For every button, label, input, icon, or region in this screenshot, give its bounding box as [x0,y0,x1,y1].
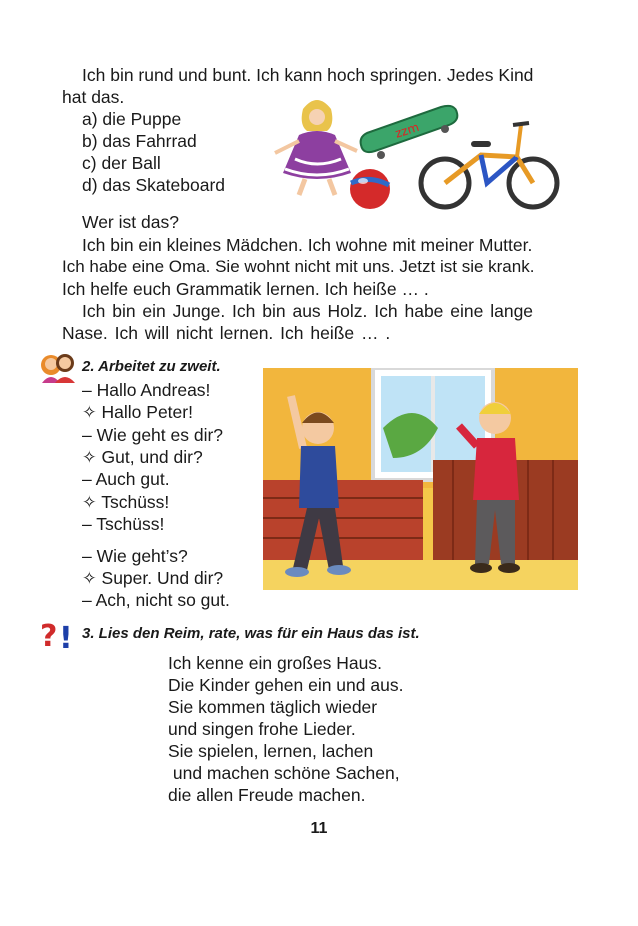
riddle2-question: Wer ist das? [82,212,179,232]
riddle2-line: Ich helfe euch Grammatik lernen. Ich heiße … . [62,279,429,299]
poem-line: und singen frohe Lieder. [168,719,356,739]
riddle2-line: Ich habe eine Oma. Sie wohnt nicht mit uns. Jetzt ist sie krank. [62,257,535,276]
svg-text:?: ? [40,619,58,652]
poem-line: und machen schöne Sachen, [168,763,400,783]
dialog1-line: – Wie geht es dir? [82,425,224,445]
task3-title: 3. Lies den Reim, rate, was für ein Haus das ist. [82,625,420,642]
poem-line: Ich kenne ein großes Haus. [168,653,383,673]
option-c: c) der Ball [82,153,161,173]
two-children-icon [39,351,77,383]
riddle2-line: Ich bin ein kleines Mädchen. Ich wohne mit meiner Mutter. [82,235,533,255]
dialog2-line: – Wie geht’s? [82,546,188,566]
riddle2-line: Nase. Ich will nicht lernen. Ich heiße … . [62,323,391,343]
dialog1-line: – Auch gut. [82,469,170,489]
option-b: b) das Fahrrad [82,131,197,151]
option-d: d) das Skateboard [82,175,226,195]
toys-illustration [255,95,565,215]
dialog1-line: ✧ Tschüss! [82,492,170,512]
riddle2-line: Ich bin ein Junge. Ich bin aus Holz. Ich habe eine lange [82,301,534,321]
dialog1-line: – Hallo Andreas! [82,380,211,400]
poem-line: Sie kommen täglich wieder [168,697,378,717]
page-number: 11 [310,820,328,837]
question-exclamation-icon [40,618,76,652]
poem-line: Sie spielen, lernen, lachen [168,741,374,761]
skateboard-image [361,106,458,159]
doll-image [275,100,357,195]
dialog1-line: ✧ Hallo Peter! [82,402,193,422]
option-a: a) die Puppe [82,109,182,129]
riddle1-line2: hat das. [62,87,125,107]
ball-image [350,169,390,209]
dialog2-line: ✧ Super. Und dir? [82,568,224,588]
dialog2-line: – Ach, nicht so gut. [82,590,230,610]
dialog1-line: – Tschüss! [82,514,165,534]
bicycle-image [421,123,557,207]
task2-title: 2. Arbeitet zu zweit. [82,358,221,375]
svg-text:zzm: zzm [393,119,421,141]
poem-line: Die Kinder gehen ein und aus. [168,675,404,695]
riddle1-line1: Ich bin rund und bunt. Ich kann hoch springen. Jedes Kind [82,65,534,85]
boys-greeting-illustration [263,368,578,590]
dialog1-line: ✧ Gut, und dir? [82,447,203,467]
svg-text:!: ! [59,621,73,652]
poem-line: die allen Freude machen. [168,785,366,805]
